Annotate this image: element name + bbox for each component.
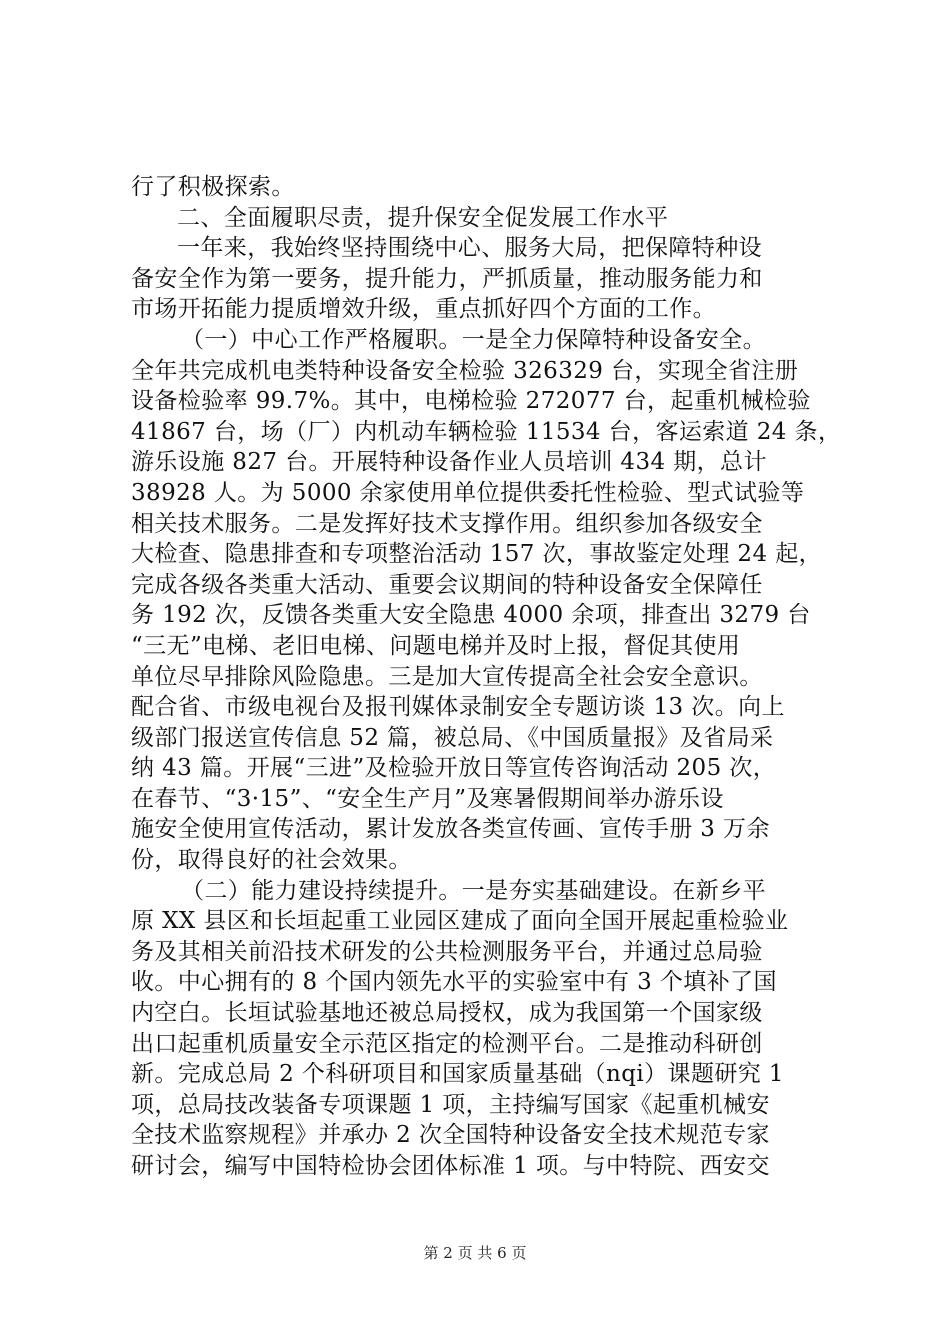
page-number: 第 2 页 共 6 页 bbox=[423, 1244, 527, 1262]
subsection-heading: （二）能力建设持续提升。一是夯实基础建设。在新乡平 bbox=[181, 877, 766, 904]
text-line: 配合省、市级电视台及报刊媒体录制安全专题访谈 13 次。向上 bbox=[131, 694, 785, 721]
text-line: 内空白。长垣试验基地还被总局授权，成为我国第一个国家级 bbox=[131, 1000, 763, 1027]
text-line: 务及其相关前沿技术研发的公共检测服务平台，并通过总局验 bbox=[131, 938, 763, 965]
text-line: 全技术监察规程》并承办 2 次全国特种设备安全技术规范专家 bbox=[131, 1122, 770, 1149]
text-line: 41867 台，场（厂）内机动车辆检验 11534 台，客运索道 24 条， bbox=[131, 418, 842, 445]
text-line: 份，取得良好的社会效果。 bbox=[131, 847, 412, 874]
text-line: 新。完成总局 2 个科研项目和国家质量基础（nqi）课题研究 1 bbox=[131, 1061, 784, 1088]
document-body bbox=[131, 172, 842, 1182]
text-line: 大检查、隐患排查和专项整治活动 157 次，事故鉴定处理 24 起， bbox=[131, 541, 823, 568]
text-line: “三无”电梯、老旧电梯、问题电梯并及时上报，督促其使用 bbox=[131, 632, 741, 659]
text-line: 纳 43 篇。开展“三进”及检验开放日等宣传咨询活动 205 次， bbox=[131, 755, 777, 782]
text-line: 设备检验率 99.7%。其中，电梯检验 272077 台，起重机械检验 bbox=[131, 388, 811, 415]
text-line: 务 192 次，反馈各类重大安全隐患 4000 余项，排查出 3279 台 bbox=[131, 602, 811, 629]
text-line: 相关技术服务。二是发挥好技术支撑作用。组织参加各级安全 bbox=[131, 510, 763, 537]
section-heading: 二、全面履职尽责，提升保安全促发展工作水平 bbox=[177, 204, 669, 231]
text-line: 一年来，我始终坚持围绕中心、服务大局，把保障特种设 bbox=[177, 235, 762, 262]
text-line: 在春节、“3·15”、“安全生产月”及寒暑假期间举办游乐设 bbox=[131, 785, 724, 812]
text-line: 施安全使用宣传活动，累计发放各类宣传画、宣传手册 3 万余 bbox=[131, 816, 770, 843]
page-footer bbox=[0, 1243, 950, 1263]
text-line: 游乐设施 827 台。开展特种设备作业人员培训 434 期，总计 bbox=[131, 449, 767, 476]
text-line: 项，总局技改装备专项课题 1 项，主持编写国家《起重机械安 bbox=[131, 1091, 770, 1118]
text-line: 全年共完成机电类特种设备安全检验 326329 台，实现全省注册 bbox=[131, 357, 799, 384]
text-line: 出口起重机质量安全示范区指定的检测平台。二是推动科研创 bbox=[131, 1030, 763, 1057]
text-line: 38928 人。为 5000 余家使用单位提供委托性检验、型式试验等 bbox=[131, 479, 805, 506]
text-line: 完成各级各类重大活动、重要会议期间的特种设备安全保障任 bbox=[131, 571, 763, 598]
text-line: 单位尽早排除风险隐患。三是加大宣传提高全社会安全意识。 bbox=[131, 663, 763, 690]
text-line: 行了积极探索。 bbox=[131, 174, 295, 200]
text-line: 收。中心拥有的 8 个国内领先水平的实验室中有 3 个填补了国 bbox=[131, 969, 777, 996]
subsection-heading: （一）中心工作严格履职。一是全力保障特种设备安全。 bbox=[181, 326, 766, 353]
text-line: 市场开拓能力提质增效升级，重点抓好四个方面的工作。 bbox=[131, 296, 716, 323]
text-line: 备安全作为第一要务，提升能力，严抓质量，推动服务能力和 bbox=[131, 265, 763, 292]
text-line: 级部门报送宣传信息 52 篇，被总局、《中国质量报》及省局采 bbox=[131, 724, 774, 751]
text-line: 研讨会，编写中国特检协会团体标准 1 项。与中特院、西安交 bbox=[131, 1153, 770, 1179]
text-line: 原 XX 县区和长垣起重工业园区建成了面向全国开展起重检验业 bbox=[131, 908, 789, 935]
